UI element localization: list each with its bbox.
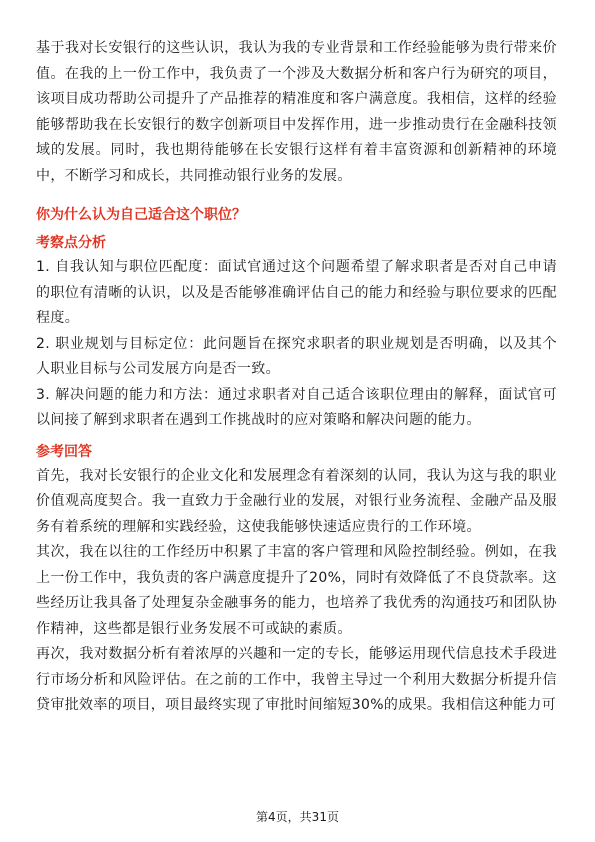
reference-paragraph: 再次，我对数据分析有着浓厚的兴趣和一定的专长，能够运用现代信息技术手段进行市场分析和风险评估。在之前的工作中，我曾主导过一个利用大数据分析提升信贷审批效率的项目，项目最终实现了审批时间缩短30%的成果。我相信这种能力可 xyxy=(36,646,557,713)
reference-answer-heading: 参考回答 xyxy=(36,443,92,460)
analysis-item: 3. 解决问题的能力和方法：通过求职者对自己适合该职位理由的解释，面试官可以间接了解到求职者在遇到工作挑战时的应对策略和解决问题的能力。 xyxy=(36,386,557,428)
analysis-item: 1. 自我认知与职位匹配度：面试官通过这个问题希望了解求职者是否对自己申请的职位有清晰的认识，以及是否能够准确评估自己的能力和经验与职位要求的匹配程度。 xyxy=(36,259,557,326)
page-number-footer: 第4页，共31页 xyxy=(256,810,339,824)
analysis-heading: 考察点分析 xyxy=(36,235,106,251)
page-content xyxy=(36,36,557,719)
question-heading: 你为什么认为自己适合这个职位？ xyxy=(36,207,246,223)
reference-paragraph: 首先，我对长安银行的企业文化和发展理念有着深刻的认同，我认为这与我的职业价值观高度契合。我一直致力于金融行业的发展，对银行业务流程、金融产品及服务有着系统的理解和实践经验，这使我能够快速适应贵行的工作环境。 xyxy=(36,467,557,535)
analysis-item: 2. 职业规划与目标定位：此问题旨在探究求职者的职业规划是否明确，以及其个人职业目标与公司发展方向是否一致。 xyxy=(36,335,557,377)
reference-paragraph: 其次，我在以往的工作经历中积累了丰富的客户管理和风险控制经验。例如，在我上一份工作中，我负责的客户满意度提升了20%，同时有效降低了不良贷款率。这些经历让我具备了处理复杂金融事务的能力，也培养了我优秀的沟通技巧和团队协作精神，这些都是银行业务发展不可或缺的素质。 xyxy=(36,544,557,637)
intro-paragraph: 基于我对长安银行的这些认识，我认为我的专业背景和工作经验能够为贵行带来价值。在我的上一份工作中，我负责了一个涉及大数据分析和客户行为研究的项目，该项目成功帮助公司提升了产品推荐的精准度和客户满意度。我相信，这样的经验能够帮助我在长安银行的数字创新项目中发挥作用，进一步推动贵行在金融科技领域的发展。同时，我也期待能够在长安银行这样有着丰富资源和创新精神的环境中，不断学习和成长，共同推动银行业务的发展。 xyxy=(36,40,557,184)
